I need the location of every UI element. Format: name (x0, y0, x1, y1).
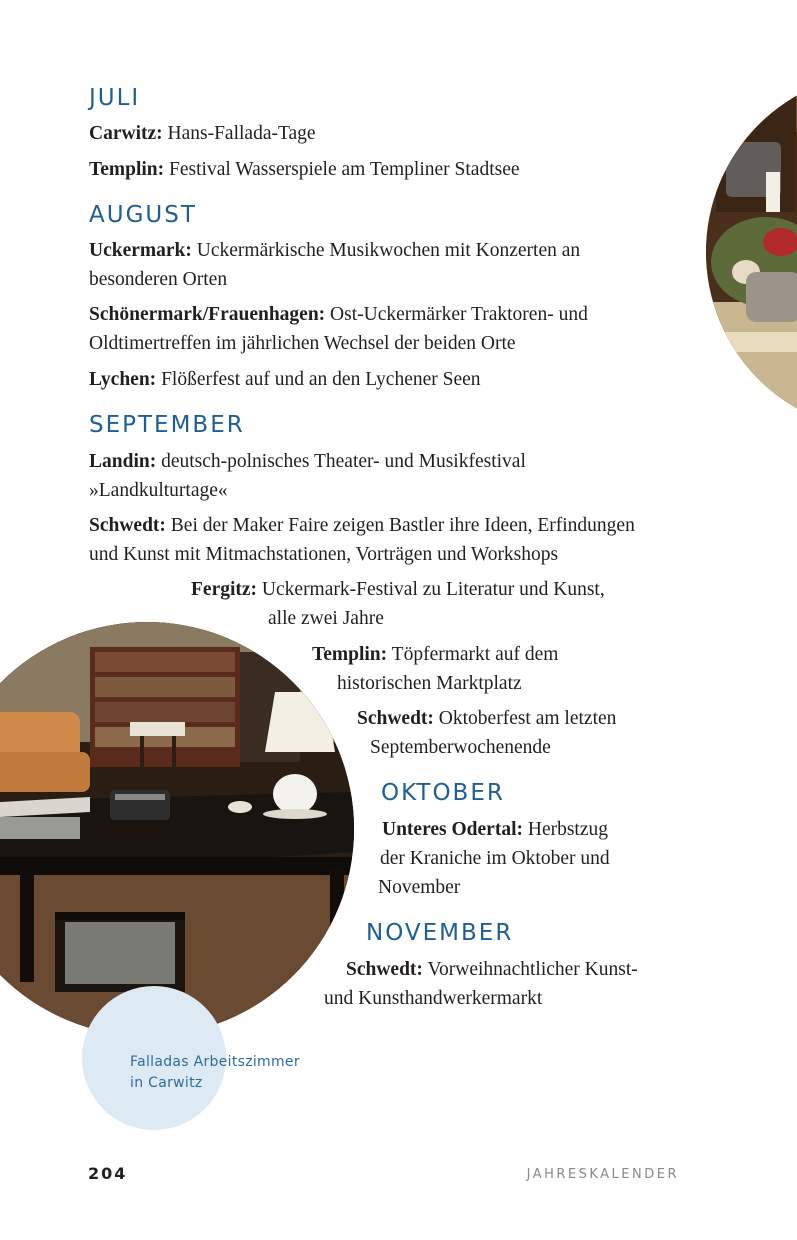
event-description-cont: November (378, 877, 461, 898)
event-entry (89, 511, 635, 569)
event-description: Ost-Uckermärker Traktoren- und (330, 304, 588, 325)
event-description: Töpfermarkt auf dem (391, 644, 559, 665)
event-description: Herbstzug (527, 819, 609, 840)
event-place: Schwedt: (89, 515, 166, 536)
event-entry (89, 119, 316, 148)
event-description-cont: alle zwei Jahre (268, 608, 384, 629)
event-place: Uckermark: (89, 240, 192, 261)
event-description-cont: der Kraniche im Oktober und (380, 848, 610, 869)
photo-caption (130, 1052, 300, 1094)
event-place: Templin: (89, 159, 165, 180)
event-place: Schönermark/Frauenhagen: (89, 304, 326, 325)
event-place: Templin: (312, 644, 388, 665)
event-description: Vorweihnachtlicher Kunst- (427, 959, 638, 980)
event-description-cont: »Landkulturtage« (89, 480, 228, 501)
event-description-cont: Oldtimertreffen im jährlichen Wechsel der beiden Orte (89, 333, 516, 354)
event-entry (191, 575, 605, 633)
event-place: Carwitz: (89, 123, 163, 144)
event-description: Oktoberfest am letzten (438, 708, 617, 729)
event-description: Uckermärkische Musikwochen mit Konzerten an (196, 240, 581, 261)
event-entry (89, 365, 481, 394)
event-entry (89, 300, 588, 358)
event-description: Festival Wasserspiele am Templiner Stadtsee (169, 159, 520, 180)
event-entry (89, 447, 526, 505)
month-heading-august: AUGUST (89, 202, 197, 228)
event-place: Schwedt: (346, 959, 423, 980)
event-description: Uckermark-Festival zu Literatur und Kunst, (261, 579, 605, 600)
event-description-cont: und Kunsthandwerkermarkt (324, 988, 543, 1009)
event-description-cont: Septemberwochenende (370, 737, 551, 758)
event-place: Unteres Odertal: (382, 819, 523, 840)
event-entry (357, 704, 616, 762)
page-number: 204 (88, 1164, 128, 1183)
event-place: Schwedt: (357, 708, 434, 729)
month-heading-september: SEPTEMBER (89, 412, 245, 438)
event-entry (324, 955, 638, 1013)
event-place: Fergitz: (191, 579, 258, 600)
event-entry (312, 640, 558, 698)
event-description: Hans-Fallada-Tage (167, 123, 316, 144)
photo-decoration-top (706, 72, 797, 432)
event-entry (89, 236, 580, 294)
event-entry (89, 155, 520, 184)
caption-line: Falladas Arbeitszimmer (130, 1054, 300, 1070)
photo-fallada-study (0, 622, 354, 1036)
event-place: Lychen: (89, 369, 157, 390)
event-place: Landin: (89, 451, 157, 472)
section-title: JAHRESKALENDER (526, 1167, 679, 1182)
event-description-cont: historischen Marktplatz (337, 673, 522, 694)
caption-line: in Carwitz (130, 1075, 203, 1091)
event-description-cont: und Kunst mit Mitmachstationen, Vorträgen und Workshops (89, 544, 559, 565)
month-heading-juli: JULI (89, 85, 141, 111)
month-heading-november: NOVEMBER (366, 920, 514, 946)
event-description: deutsch-polnisches Theater- und Musikfestival (161, 451, 526, 472)
event-description: Bei der Maker Faire zeigen Bastler ihre Ideen, Erfindungen (170, 515, 635, 536)
month-heading-oktober: OKTOBER (381, 780, 505, 806)
event-description: Flößerfest auf und an den Lychener Seen (161, 369, 481, 390)
event-description-cont: besonderen Orten (89, 269, 228, 290)
event-entry (378, 815, 610, 902)
